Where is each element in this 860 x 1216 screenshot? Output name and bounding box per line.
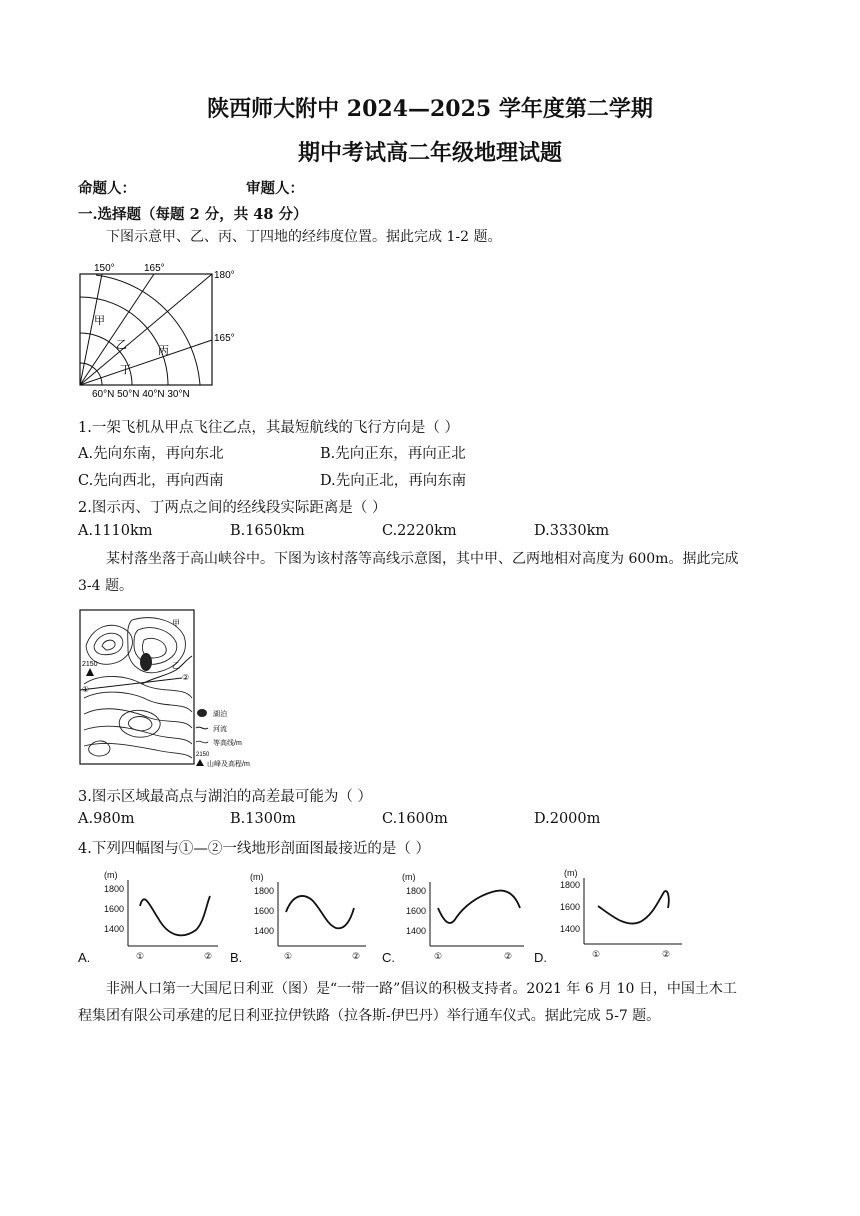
point-jia: 甲 xyxy=(94,315,105,327)
intro-q1-2: 下图示意甲、乙、丙、丁四地的经纬度位置。据此完成 1-2 题。 xyxy=(106,229,502,245)
intro-q3-4-line1: 某村落坐落于高山峡谷中。下图为该村落等高线示意图，其中甲、乙两地相对高度为 600m。据此完成 xyxy=(106,551,739,567)
q3-option-d[interactable]: D.2000m xyxy=(534,811,601,827)
lon-label-180: 180° xyxy=(214,270,235,281)
question-1-stem: 1.一架飞机从甲点飞往乙点，其最短航线的飞行方向是（ ） xyxy=(78,420,459,436)
legend-contour: 等高线/m xyxy=(213,740,242,747)
map-label-2: ② xyxy=(182,673,190,682)
q4-option-c[interactable]: C. xyxy=(382,950,395,965)
q3-option-a[interactable]: A.980m xyxy=(78,811,135,827)
exam-title-line1: 陕西师大附中 2024—2025 学年度第二学期 xyxy=(207,96,653,122)
profile-a-end: ② xyxy=(204,951,213,961)
q2-option-d[interactable]: D.3330km xyxy=(534,523,610,539)
q1-option-c[interactable]: C.先向西北，再向西南 xyxy=(78,473,224,489)
q2-option-b[interactable]: B.1650km xyxy=(230,523,305,539)
profile-d-unit: (m) xyxy=(564,868,578,878)
question-2-stem: 2.图示丙、丁两点之间的经线段实际距离是（ ） xyxy=(78,500,387,516)
q1-option-d[interactable]: D.先向正北，再向东南 xyxy=(320,473,467,489)
q2-option-c[interactable]: C.2220km xyxy=(382,523,457,539)
q4-option-b[interactable]: B. xyxy=(230,950,243,965)
profile-c-tick-1800: 1800 xyxy=(406,886,427,896)
profile-c-tick-1400: 1400 xyxy=(406,926,427,936)
profile-c-start: ① xyxy=(434,951,443,961)
q4-option-d[interactable]: D. xyxy=(534,950,547,965)
profile-d-end: ② xyxy=(662,949,671,959)
lon-label-165-east: 165° xyxy=(214,333,235,344)
section-heading: 一.选择题（每题 2 分，共 48 分） xyxy=(78,206,308,223)
profile-b-tick-1400: 1400 xyxy=(254,926,275,936)
contour-map-figure xyxy=(72,606,262,770)
point-bing: 丙 xyxy=(158,345,169,357)
legend-contour-value: 2150 xyxy=(196,752,210,758)
point-ding: 丁 xyxy=(120,364,131,376)
profile-b-tick-1600: 1600 xyxy=(254,906,275,916)
profile-charts xyxy=(78,866,738,966)
profile-b-unit: (m) xyxy=(250,872,264,882)
map-point-jia: 甲 xyxy=(172,619,180,628)
profile-c-end: ② xyxy=(504,951,513,961)
profile-b-start: ① xyxy=(284,951,293,961)
intro-q5-7-line2: 程集团有限公司承建的尼日利亚拉伊铁路（拉各斯-伊巴丹）举行通车仪式。据此完成 5-7 题。 xyxy=(78,1008,661,1024)
profile-d-start: ① xyxy=(592,949,601,959)
profile-a-tick-1400: 1400 xyxy=(104,924,125,934)
legend-lake: 湖泊 xyxy=(213,711,227,718)
exam-title-line2: 期中考试高二年级地理试题 xyxy=(297,140,562,166)
q3-option-c[interactable]: C.1600m xyxy=(382,811,448,827)
legend-peak: 山峰及高程/m xyxy=(207,761,250,768)
profile-a-start: ① xyxy=(136,951,145,961)
q1-option-b[interactable]: B.先向正东，再向正北 xyxy=(320,446,466,462)
question-3-stem: 3.图示区域最高点与湖泊的高差最可能为（ ） xyxy=(78,789,372,805)
author-label: 命题人： xyxy=(78,180,136,197)
legend-river: 河流 xyxy=(213,726,227,733)
profile-c-unit: (m) xyxy=(402,872,416,882)
q4-option-a[interactable]: A. xyxy=(78,950,91,965)
question-4-stem: 4.下列四幅图与①—②一线地形剖面图最接近的是（ ） xyxy=(78,841,430,857)
q1-option-a[interactable]: A.先向东南，再向东北 xyxy=(78,446,224,462)
lat-labels: 60°N 50°N 40°N 30°N xyxy=(92,389,190,400)
profile-b-end: ② xyxy=(352,951,361,961)
map-label-1: ① xyxy=(82,685,90,694)
map-elev-left: 2150 xyxy=(82,661,98,668)
profile-b-tick-1800: 1800 xyxy=(254,886,275,896)
intro-q5-7-line1: 非洲人口第一大国尼日利亚（图）是“一带一路”倡议的积极支持者。2021 年 6 月 10 日，中国土木工 xyxy=(106,981,737,997)
lon-label-150: 150° xyxy=(94,263,115,274)
latlon-figure xyxy=(68,262,248,400)
reviewer-label: 审题人： xyxy=(246,180,304,197)
profile-d-tick-1400: 1400 xyxy=(560,924,581,934)
profile-d-tick-1800: 1800 xyxy=(560,880,581,890)
point-yi: 乙 xyxy=(116,339,127,351)
q3-option-b[interactable]: B.1300m xyxy=(230,811,296,827)
intro-q3-4-line2: 3-4 题。 xyxy=(78,578,133,594)
map-point-yi: 乙 xyxy=(172,661,180,670)
profile-a-tick-1800: 1800 xyxy=(104,884,125,894)
profile-a-tick-1600: 1600 xyxy=(104,904,125,914)
lon-label-165: 165° xyxy=(144,263,165,274)
profile-a-unit: (m) xyxy=(104,870,118,880)
profile-c-tick-1600: 1600 xyxy=(406,906,427,916)
q2-option-a[interactable]: A.1110km xyxy=(78,523,153,539)
profile-d-tick-1600: 1600 xyxy=(560,902,581,912)
